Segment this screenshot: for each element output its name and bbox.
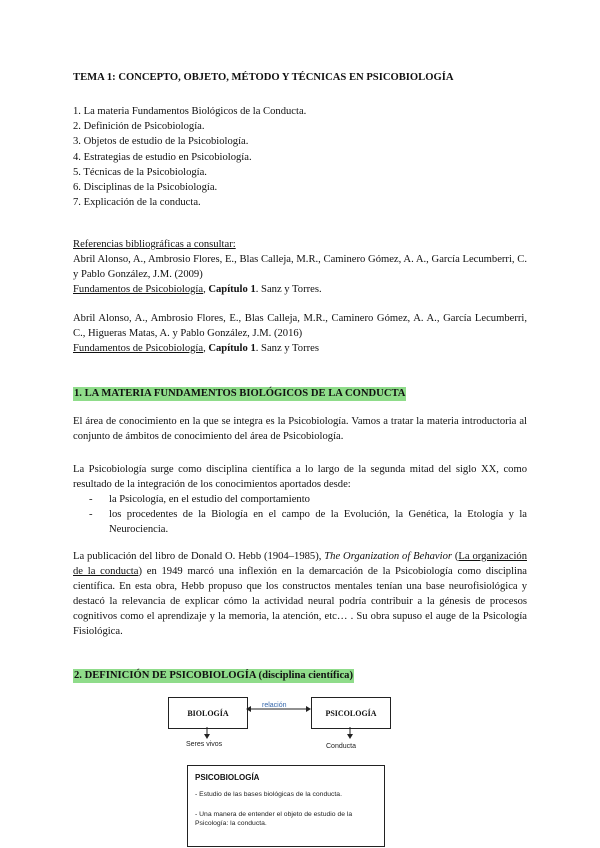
separator: ,	[203, 343, 209, 354]
reference-2-authors: Abril Alonso, A., Ambrosio Flores, E., Blas Calleja, M.R., Caminero Gómez, A. A., García Lecumberri, C., Higueras Matas, A. y Pablo González, J.M. (2016)	[73, 313, 527, 339]
list-item: - la Psicología, en el estudio del comportamiento	[109, 492, 527, 507]
section-1-heading: 1. LA MATERIA FUNDAMENTOS BIOLÓGICOS DE LA CONDUCTA	[74, 388, 406, 399]
definition-line-2: - Una manera de entender el objeto de estudio de la Psicología: la conducta.	[195, 811, 353, 827]
down-arrow-right	[345, 727, 355, 739]
text: La publicación del libro de Donald O. Hebb (1904–1985),	[73, 551, 325, 562]
section-1-paragraph-2	[73, 462, 527, 537]
reference-2-publisher: . Sanz y Torres	[255, 343, 319, 354]
psicobiologia-title: PSICOBIOLOGÍA	[195, 773, 260, 782]
relation-label: relación	[262, 702, 287, 709]
reference-1-book: Fundamentos de Psicobiología	[73, 284, 204, 295]
reference-2-chapter: Capítulo 1	[208, 343, 256, 354]
text: (	[452, 551, 459, 562]
toc-item: 1. La materia Fundamentos Biológicos de la Conducta.	[73, 106, 307, 117]
biologia-box: BIOLOGÍA	[168, 697, 248, 729]
definition-line-1: - Estudio de las bases biológicas de la conducta.	[195, 791, 342, 798]
reference-1-chapter: Capítulo 1	[208, 284, 256, 295]
reference-2-source	[73, 341, 527, 356]
relation-arrow	[246, 704, 312, 714]
section-1-paragraph-3	[73, 549, 527, 639]
book-title: The Organization of Behavior	[324, 551, 452, 562]
document-title: TEMA 1: CONCEPTO, OBJETO, MÉTODO Y TÉCNICAS EN PSICOBIOLOGÍA	[73, 72, 454, 83]
table-of-contents	[73, 104, 527, 210]
reference-1-source	[73, 282, 527, 297]
section-1-paragraph-1: El área de conocimiento en la que se integra es la Psicobiología. Vamos a tratar la materia introductoria al conjunto de ámbitos de conocimiento del área de Psicobiología.	[73, 416, 527, 442]
toc-item: 3. Objetos de estudio de la Psicobiología.	[73, 136, 249, 148]
psicologia-box: PSICOLOGÍA	[311, 697, 391, 729]
conducta-label: Conducta	[326, 743, 356, 750]
reference-1-authors: Abril Alonso, A., Ambrosio Flores, E., Blas Calleja, M.R., Caminero Gómez, A. A., García Lecumberri, C. y Pablo González, J.M. (2009)	[73, 254, 527, 280]
bullet-list	[73, 492, 527, 537]
toc-item: 6. Disciplinas de la Psicobiología.	[73, 181, 218, 193]
toc-item: 4. Estrategias de estudio en Psicobiología.	[73, 151, 252, 163]
book-translation: La organización de la conducta	[73, 551, 527, 577]
psicobiologia-box	[187, 765, 385, 847]
toc-item: 7. Explicación de la conducta.	[73, 197, 201, 209]
toc-item: 2. Definición de Psicobiología.	[73, 121, 205, 133]
seres-vivos-label: Seres vivos	[186, 741, 223, 748]
paragraph-text: La Psicobiología surge como disciplina científica a lo largo de la segunda mitad del siglo XX, como resultado de la integración de los conocimientos aportados desde:	[73, 464, 527, 490]
separator: ,	[203, 284, 209, 295]
section-2-heading: 2. DEFINICIÓN DE PSICOBIOLOGÍA (disciplina científica)	[74, 670, 353, 681]
reference-2-book: Fundamentos de Psicobiología	[73, 343, 204, 354]
reference-1-publisher: . Sanz y Torres.	[255, 284, 322, 295]
toc-item: 5. Técnicas de la Psicobiología.	[73, 166, 207, 178]
references	[73, 237, 527, 356]
text: ) en 1949 marcó una inflexión en la demarcación de la Psicobiología como disciplina científica. En esta obra, Hebb propuso que los constructos mentales tenían una base neurofisiológica y destacó la relevancia de explicar cómo la actividad neural podría contribuir a la génesis de procesos cognitivos como el aprendizaje y la memoria, la atención, etc… . Su obra supuso el auge de la Psicología Fisiológica.	[73, 566, 527, 637]
references-heading: Referencias bibliográficas a consultar:	[73, 239, 236, 250]
list-item: - los procedentes de la Biología en el campo de la Evolución, la Genética, la Etología y la Neurociencia.	[109, 507, 527, 537]
